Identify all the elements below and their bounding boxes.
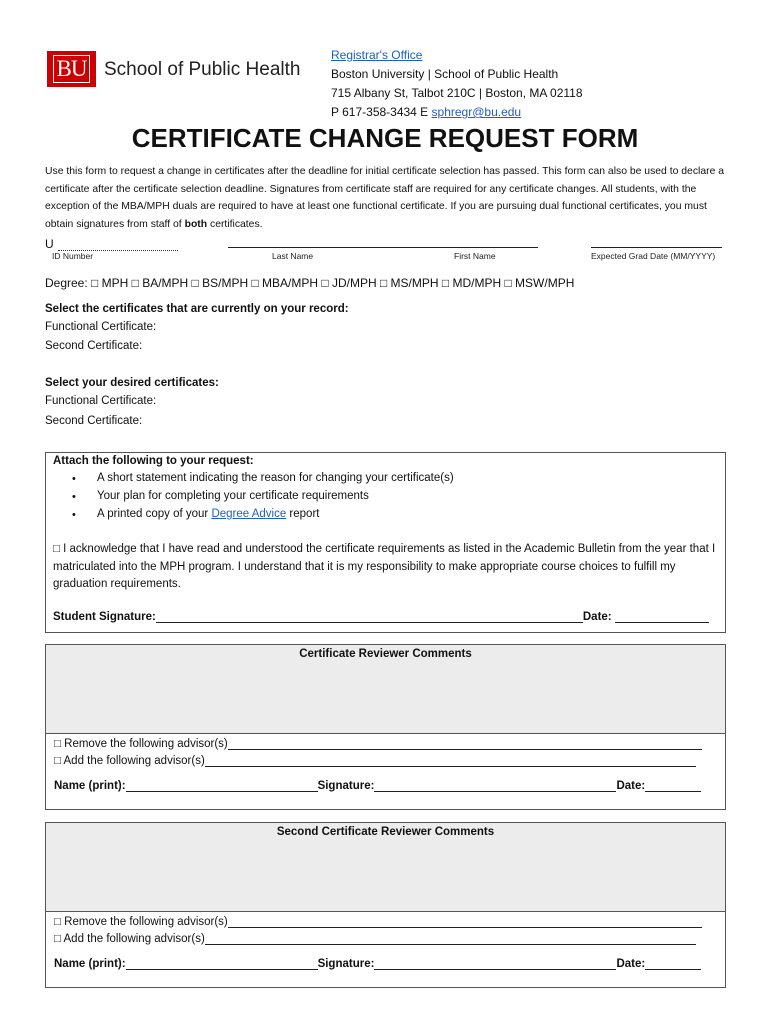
second-reviewer-signature-label: Signature:	[317, 958, 375, 970]
intro-text: Use this form to request a change in certificates after the deadline for initial certificate selection has passed. This form can also be used to declare a certificate after the certificate selection deadline. Signatures from certificate staff are required for any certificate changes. All students, with the exception of the MBA/MPH duals are required to have at least one functional certificate. If you are pursuing dual functional certificates, you must obtain signatures from staff of	[45, 166, 725, 230]
second-reviewer-name-line[interactable]	[126, 958, 318, 970]
reviewer-comments-area[interactable]	[46, 645, 725, 734]
student-date-label: Date:	[582, 611, 612, 623]
second-reviewer-signature-line[interactable]	[374, 958, 616, 970]
remove-advisor-label: □ Remove the following advisor(s)	[54, 738, 228, 750]
bu-logo	[47, 51, 96, 87]
grad-date-label: Expected Grad Date (MM/YYYY)	[591, 251, 716, 261]
address-line-2: 715 Albany St, Talbot 210C | Boston, MA 02118	[331, 86, 583, 100]
reviewer-signature-label: Signature:	[317, 780, 375, 792]
second-reviewer-signature-row	[54, 958, 701, 970]
second-add-advisor-label: □ Add the following advisor(s)	[54, 933, 205, 945]
reviewer-signature-line[interactable]	[374, 780, 616, 792]
bullet-1: •	[72, 473, 76, 485]
second-remove-advisor-line[interactable]	[228, 916, 702, 928]
student-signature-line[interactable]	[156, 611, 583, 623]
reviewer-name-label: Name (print):	[54, 780, 126, 792]
reviewer-signature-row	[54, 780, 701, 792]
bullet-3: •	[72, 509, 76, 521]
intro-paragraph	[45, 163, 725, 233]
address-line-1: Boston University | School of Public Health	[331, 67, 559, 81]
desired-certificates-heading: Select your desired certificates:	[45, 377, 219, 389]
certificate-reviewer-box	[45, 644, 726, 810]
student-date-line[interactable]	[615, 611, 709, 623]
attach-item-plan: Your plan for completing your certificate requirements	[97, 490, 369, 502]
student-signature-row	[53, 611, 709, 623]
student-signature-label: Student Signature:	[53, 611, 156, 623]
second-reviewer-date-label: Date:	[616, 958, 646, 970]
remove-advisor-line[interactable]	[228, 738, 702, 750]
second-reviewer-comments-area[interactable]	[46, 823, 725, 912]
second-add-advisor-line[interactable]	[205, 933, 696, 945]
acknowledgement-checkbox[interactable]: □ I acknowledge that I have read and understood the certificate requirements as listed in the Academic Bulletin from the year that I matriculated into the MPH program. I understand that it is my responsibility to make appropriate course choices to fulfill my graduation requirements.	[53, 543, 716, 590]
second-certificate-reviewer-box	[45, 822, 726, 988]
current-functional-certificate: Functional Certificate:	[45, 321, 157, 333]
reviewer-name-line[interactable]	[126, 780, 318, 792]
attach-item3-text: A printed copy of your	[97, 508, 212, 520]
degree-options[interactable]: Degree: □ MPH □ BA/MPH □ BS/MPH □ MBA/MPH □ JD/MPH □ MS/MPH □ MD/MPH □ MSW/MPH	[45, 276, 575, 290]
id-number-line[interactable]	[58, 239, 178, 251]
page-title: CERTIFICATE CHANGE REQUEST FORM	[131, 123, 639, 153]
add-advisor-line[interactable]	[205, 755, 696, 767]
second-reviewer-date-line[interactable]	[645, 958, 701, 970]
current-certificates-heading: Select the certificates that are currently on your record:	[45, 303, 349, 315]
grad-date-line[interactable]	[591, 247, 722, 248]
intro-bold-word: both	[184, 218, 208, 230]
add-advisor-label: □ Add the following advisor(s)	[54, 755, 205, 767]
add-advisor-row[interactable]	[54, 755, 696, 767]
u-prefix: U	[45, 237, 54, 251]
attach-heading: Attach the following to your request:	[53, 455, 254, 467]
phone-text: P 617-358-3434 E	[331, 105, 432, 119]
attach-item-statement: A short statement indicating the reason for changing your certificate(s)	[97, 472, 454, 484]
attach-item3-end: report	[286, 508, 320, 520]
attach-item-degree-advice	[97, 508, 319, 520]
second-reviewer-name-label: Name (print):	[54, 958, 126, 970]
desired-functional-certificate: Functional Certificate:	[45, 395, 157, 407]
first-name-label: First Name	[454, 251, 496, 261]
name-line[interactable]	[228, 247, 538, 248]
email-link[interactable]: sphregr@bu.edu	[431, 105, 522, 119]
reviewer-date-label: Date:	[616, 780, 646, 792]
attachments-box	[45, 452, 726, 633]
reviewer-comments-title: Certificate Reviewer Comments	[299, 648, 472, 660]
second-add-advisor-row[interactable]	[54, 933, 696, 945]
school-name: School of Public Health	[104, 59, 301, 80]
bullet-2: •	[72, 491, 76, 503]
last-name-label: Last Name	[272, 251, 314, 261]
registrar-office-link[interactable]: Registrar's Office	[331, 48, 423, 62]
current-second-certificate: Second Certificate:	[45, 340, 143, 352]
contact-block	[331, 46, 583, 122]
remove-advisor-row[interactable]	[54, 738, 702, 750]
intro-text-end: certificates.	[207, 218, 263, 230]
reviewer-date-line[interactable]	[645, 780, 701, 792]
second-remove-advisor-row[interactable]	[54, 916, 702, 928]
desired-second-certificate: Second Certificate:	[45, 415, 143, 427]
degree-advice-link[interactable]: Degree Advice	[211, 508, 287, 520]
second-reviewer-comments-title: Second Certificate Reviewer Comments	[276, 826, 495, 838]
second-remove-advisor-label: □ Remove the following advisor(s)	[54, 916, 228, 928]
id-number-field[interactable]	[45, 237, 178, 251]
bu-logo-mark: BU	[53, 55, 91, 83]
id-number-label: ID Number	[52, 251, 94, 261]
